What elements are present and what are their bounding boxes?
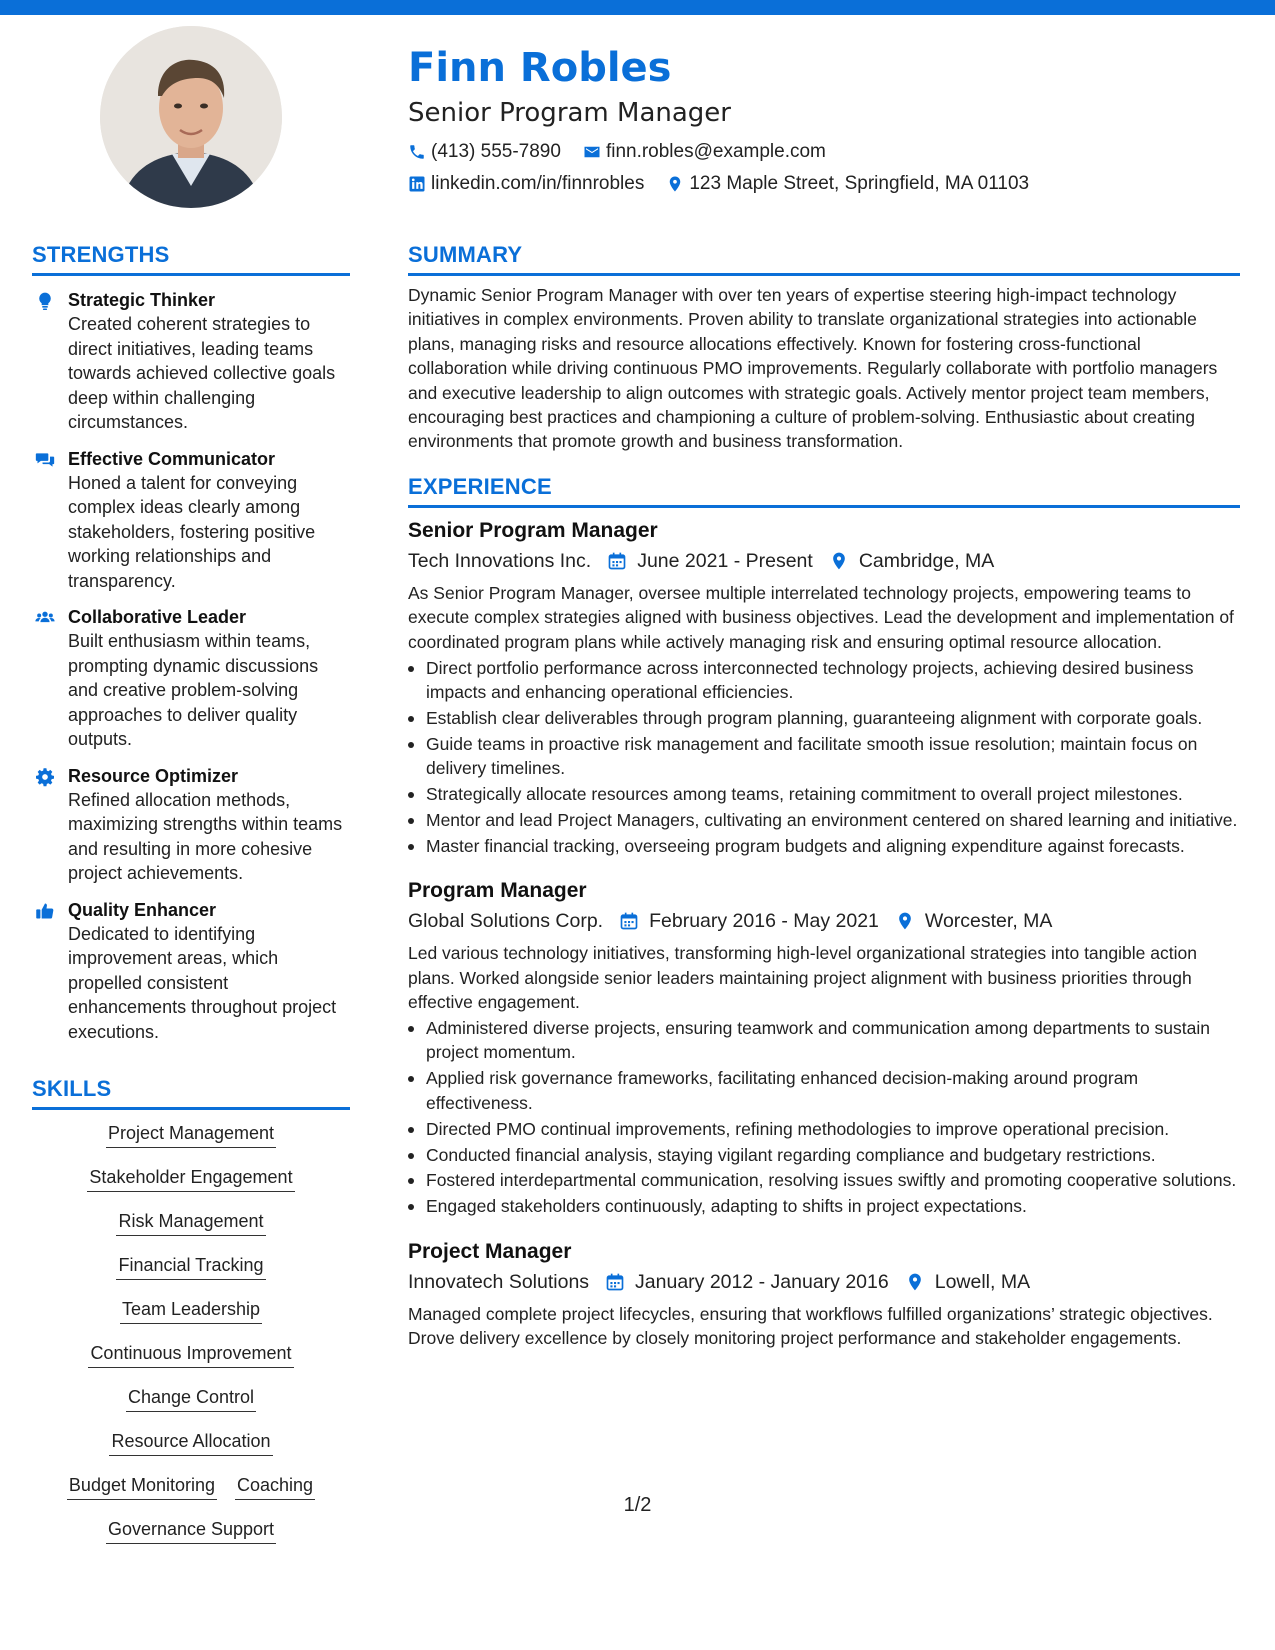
- strength-title: Quality Enhancer: [68, 899, 217, 920]
- candidate-title: Senior Program Manager: [408, 98, 731, 128]
- strength-item: [32, 447, 350, 594]
- job-description: Led various technology initiatives, transforming high-level organizational strategies into tangible action plans. Worked alongside senior leaders maintaining project alignment with business priorities through effective engagement.: [408, 943, 1197, 1013]
- job-company: Global Solutions Corp.: [408, 910, 604, 933]
- skill-tag: Financial Tracking: [116, 1256, 265, 1280]
- skill-tag: Project Management: [106, 1124, 276, 1148]
- strength-title: Strategic Thinker: [68, 290, 216, 310]
- chat-bubbles-icon: [35, 450, 55, 470]
- skill-tag: Coaching: [235, 1476, 315, 1500]
- job-entry: [408, 516, 1240, 858]
- summary-heading: SUMMARY: [408, 242, 523, 267]
- skill-tag: Change Control: [126, 1388, 256, 1412]
- skill-tag: Team Leadership: [120, 1300, 262, 1324]
- email-text: finn.robles@example.com: [605, 141, 826, 162]
- bullet-item: Strategically allocate resources among teams, retaining commitment to overall project milestones.: [408, 782, 1240, 806]
- job-dates-text: January 2012 - January 2016: [635, 1270, 889, 1293]
- job-meta: [408, 546, 1240, 576]
- phone-icon: [408, 143, 426, 161]
- job-meta: [408, 1267, 1240, 1297]
- bullet-item: Master financial tracking, overseeing program budgets and aligning expenditure against forecasts.: [408, 834, 1240, 858]
- job-location-text: Cambridge, MA: [858, 549, 995, 572]
- calendar-icon: [605, 1272, 625, 1292]
- bullet-item: Engaged stakeholders continuously, adapting to shifts in project expectations.: [408, 1194, 1240, 1218]
- strengths-divider: [32, 273, 350, 276]
- users-icon: [35, 608, 55, 628]
- bullet-item: Administered diverse projects, ensuring teamwork and communication among departments to sustain project momentum.: [408, 1016, 1240, 1065]
- right-column: [408, 240, 1240, 1351]
- strength-title: Resource Optimizer: [68, 765, 239, 786]
- skills-list: [32, 1124, 350, 1544]
- experience-divider: [408, 505, 1240, 508]
- job-location-text: Worcester, MA: [924, 910, 1053, 933]
- strength-item: [32, 898, 350, 1045]
- top-accent-bar: [0, 0, 1275, 15]
- left-column: [32, 240, 350, 1564]
- linkedin-contact[interactable]: [408, 172, 644, 196]
- linkedin-text: linkedin.com/in/finnrobles: [431, 173, 645, 194]
- contact-row-1: [408, 140, 1238, 164]
- bullet-item: Conducted financial analysis, staying vigilant regarding compliance and budgetary restrictions.: [408, 1143, 1240, 1167]
- job-entry: [408, 876, 1240, 1218]
- candidate-name: Finn Robles: [408, 45, 672, 91]
- strength-text: Honed a talent for conveying complex ideas clearly among stakeholders, fostering positive working relationships and transparency.: [68, 472, 316, 591]
- lightbulb-icon: [35, 291, 55, 311]
- strength-item: [32, 288, 350, 435]
- job-title: Program Manager: [408, 879, 587, 903]
- job-title: Senior Program Manager: [408, 518, 658, 542]
- map-pin-icon: [895, 911, 915, 931]
- job-dates: [605, 1267, 889, 1297]
- gear-icon: [35, 767, 55, 787]
- job-location: [895, 906, 1053, 936]
- calendar-icon: [607, 551, 627, 571]
- job-dates: [619, 906, 879, 936]
- bullet-item: Direct portfolio performance across interconnected technology projects, achieving desired business impacts and enhancing operational efficiencies.: [408, 656, 1240, 705]
- bullet-item: Directed PMO continual improvements, refining methodologies to improve operational precision.: [408, 1117, 1240, 1141]
- skill-tag: Resource Allocation: [109, 1432, 272, 1456]
- experience-heading: EXPERIENCE: [408, 473, 552, 499]
- strength-text: Created coherent strategies to direct initiatives, leading teams towards achieved collective goals deep within challenging circumstances.: [68, 314, 336, 432]
- summary-divider: [408, 273, 1240, 276]
- skill-tag: Risk Management: [116, 1212, 265, 1236]
- email-contact[interactable]: [583, 140, 826, 164]
- address-text: 123 Maple Street, Springfield, MA 01103: [689, 173, 1030, 194]
- skills-divider: [32, 1107, 350, 1110]
- job-entry: [408, 1237, 1240, 1351]
- job-location: [829, 546, 994, 576]
- job-description: Managed complete project lifecycles, ensuring that workflows fulfilled organizations’ strategic objectives. Drove delivery excellence by closely monitoring project performance and stakeholder engagements.: [408, 1303, 1213, 1349]
- strength-text: Dedicated to identifying improvement areas, which propelled consistent enhancements throughout project executions.: [68, 923, 337, 1042]
- page-number: 1/2: [623, 1494, 652, 1516]
- job-bullets: [408, 656, 1240, 859]
- bullet-item: Fostered interdepartmental communication, resolving issues swiftly and promoting cooperative solutions.: [408, 1168, 1240, 1192]
- strength-item: [32, 764, 350, 886]
- strength-title: Collaborative Leader: [68, 607, 247, 627]
- bullet-item: Applied risk governance frameworks, facilitating enhanced decision-making around program effectiveness.: [408, 1066, 1240, 1115]
- skill-tag: Budget Monitoring: [67, 1476, 217, 1500]
- map-pin-icon: [905, 1272, 925, 1292]
- map-pin-icon: [666, 175, 684, 193]
- bullet-item: Guide teams in proactive risk management and facilitate smooth issue resolution; maintain focus on delivery timelines.: [408, 732, 1240, 781]
- bullet-item: Mentor and lead Project Managers, cultivating an environment centered on shared learning and initiative.: [408, 808, 1240, 832]
- address-contact: [666, 172, 1029, 196]
- job-location-text: Lowell, MA: [934, 1270, 1031, 1293]
- phone-contact[interactable]: [408, 140, 561, 164]
- strength-title: Effective Communicator: [68, 448, 276, 469]
- skill-tag: Stakeholder Engagement: [87, 1168, 294, 1192]
- phone-text: (413) 555-7890: [431, 141, 561, 162]
- job-dates: [607, 546, 813, 576]
- job-title: Project Manager: [408, 1239, 572, 1263]
- envelope-icon: [583, 143, 601, 161]
- profile-photo-illustration: [100, 26, 282, 208]
- skill-tag: Governance Support: [106, 1520, 276, 1544]
- skills-heading: SKILLS: [32, 1076, 112, 1101]
- contact-row-2: [408, 172, 1238, 196]
- resume-header: [408, 40, 1238, 196]
- strength-text: Built enthusiasm within teams, prompting dynamic discussions and creative problem-solving approaches to deliver quality outputs.: [68, 631, 319, 749]
- calendar-icon: [619, 911, 639, 931]
- job-company: Tech Innovations Inc.: [408, 549, 592, 572]
- summary-text: Dynamic Senior Program Manager with over ten years of expertise steering high-impact technology initiatives in complex environments. Proven ability to translate organizational strategies into actionable plans, managing risks and resource allocations effectively. Known for fostering cross-functional collaboration while driving continuous PMO improvements. Regularly collaborate with portfolio managers and executive leadership to align outcomes with strategic goals. Actively mentor project team members, encouraging best practices and championing a culture of problem-solving. Enthusiastic about creating environments that promote growth and business transformation.: [408, 285, 1218, 452]
- strength-text: Refined allocation methods, maximizing strengths within teams and resulting in more cohesive project achievements.: [68, 789, 343, 883]
- job-bullets: [408, 1016, 1240, 1219]
- job-dates-text: February 2016 - May 2021: [649, 910, 879, 933]
- map-pin-icon: [829, 551, 849, 571]
- linkedin-icon: [408, 175, 426, 193]
- strength-item: [32, 605, 350, 752]
- bullet-item: Establish clear deliverables through program planning, guaranteeing alignment with corporate goals.: [408, 706, 1240, 730]
- job-meta: [408, 906, 1240, 936]
- job-company: Innovatech Solutions: [408, 1270, 590, 1293]
- profile-photo: [100, 26, 282, 208]
- strengths-heading: STRENGTHS: [32, 242, 170, 267]
- job-description: As Senior Program Manager, oversee multiple interrelated technology projects, empowering teams to execute complex strategies aligned with business objectives. Lead the development and implementation of coordinated program plans while actively managing risk and ensuring optimal resource allocation.: [408, 582, 1234, 652]
- job-dates-text: June 2021 - Present: [637, 549, 813, 572]
- job-location: [905, 1267, 1030, 1297]
- thumbs-up-icon: [35, 901, 55, 921]
- skill-tag: Continuous Improvement: [88, 1344, 293, 1368]
